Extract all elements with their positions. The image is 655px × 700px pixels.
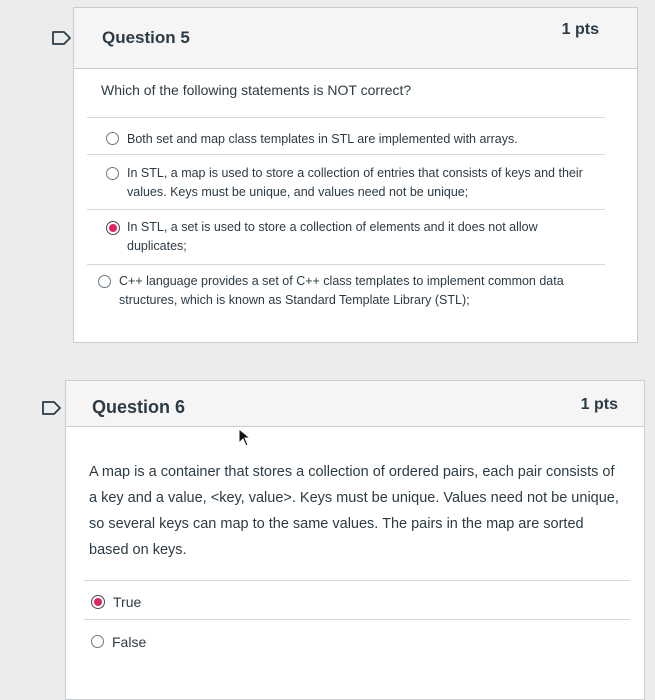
answer-label: In STL, a map is used to store a collection of entries that consists of keys and their values. Keys must be unique, and values need not be unique; [127,166,583,199]
answer-option[interactable] [91,593,141,611]
question-points: 1 pts [580,396,618,413]
answer-option[interactable] [106,218,576,256]
flag-question-icon[interactable] [42,401,62,415]
radio-button[interactable] [106,132,119,145]
answer-divider [87,117,605,118]
answer-option[interactable] [106,130,586,148]
question-6-header [66,381,644,427]
answer-label: True [113,594,142,610]
radio-button[interactable] [91,635,104,648]
mouse-pointer-icon [238,428,252,448]
question-6-card [65,380,645,700]
question-title: Question 5 [102,28,190,47]
answer-divider [84,580,630,581]
answer-divider [87,264,605,265]
answer-divider [84,619,630,620]
answer-label: In STL, a set is used to store a collection of elements and it does not allow duplicates; [127,220,538,253]
answer-option[interactable] [106,164,586,202]
question-5-header [74,8,637,69]
question-points: 1 pts [561,21,599,38]
answer-option[interactable] [91,633,146,651]
question-5-card [73,7,638,343]
question-text: Which of the following statements is NOT correct? [101,82,412,98]
answer-label: Both set and map class templates in STL are implemented with arrays. [127,132,518,146]
radio-button[interactable] [98,275,111,288]
question-title: Question 6 [92,397,186,417]
question-text: A map is a container that stores a collection of ordered pairs, each pair consists of a key and a value, <key, value>. Keys must be unique. Values need not be unique, so several keys can map to the same values. The pairs in the map are sorted based on keys. [89,464,619,558]
answer-option[interactable] [98,272,598,310]
answer-label: False [112,634,147,650]
radio-button-selected[interactable] [91,595,105,609]
radio-button[interactable] [106,167,119,180]
answer-label: C++ language provides a set of C++ class templates to implement common data structures, which is known as Standard Template Library (STL); [119,274,564,307]
flag-question-icon[interactable] [52,31,72,45]
radio-button-selected[interactable] [106,221,120,235]
answer-divider [87,154,605,155]
answer-divider [87,209,605,210]
